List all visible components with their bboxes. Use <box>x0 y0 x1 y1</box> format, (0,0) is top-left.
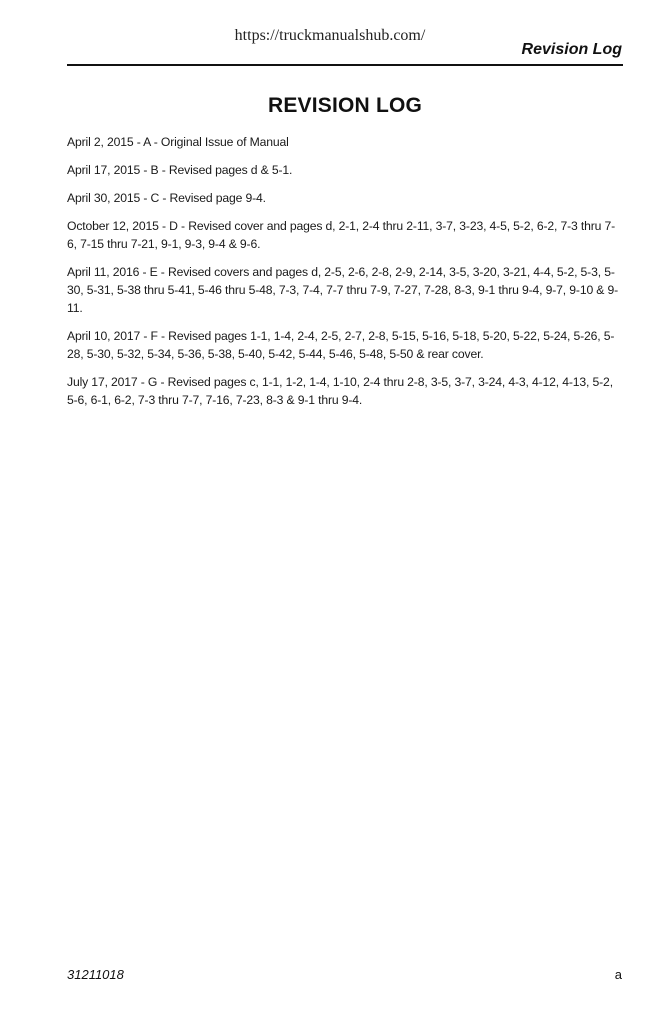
revision-entries <box>67 133 623 419</box>
page-title: REVISION LOG <box>267 94 423 117</box>
revision-entry-g: July 17, 2017 - G - Revised pages c, 1-1, 1-2, 1-4, 1-10, 2-4 thru 2-8, 3-5, 3-7, 3-24, 4-3, 4-12, 4-13, 5-2, 5-6, 6-1, 6-2, 7-3 thru 7-7, 7-16, 7-23, 8-3 & 9-1 thru 9-4. <box>67 375 613 407</box>
document-number: 31211018 <box>67 967 124 982</box>
revision-entry-e: April 11, 2016 - E - Revised covers and pages d, 2-5, 2-6, 2-8, 2-9, 2-14, 3-5, 3-20, 3-21, 4-4, 5-2, 5-3, 5-30, 5-31, 5-38 thru 5-41, 5-46 thru 5-48, 7-3, 7-4, 7-7 thru 7-9, 7-27, 7-28, 8-3, 9-1 thru 9-4, 9-7, 9-10 & 9-11. <box>67 265 619 315</box>
header-divider <box>67 64 623 66</box>
revision-entry-f: April 10, 2017 - F - Revised pages 1-1, 1-4, 2-4, 2-5, 2-7, 2-8, 5-15, 5-16, 5-18, 5-20, 5-22, 5-24, 5-26, 5-28, 5-30, 5-32, 5-34, 5-36, 5-38, 5-40, 5-42, 5-44, 5-46, 5-48, 5-50 & rear cover. <box>67 329 615 361</box>
revision-entry-b: April 17, 2015 - B - Revised pages d & 5-1. <box>67 163 293 177</box>
header-section-title: Revision Log <box>521 41 622 58</box>
watermark-url: https://truckmanualshub.com/ <box>234 27 426 44</box>
revision-entry-c: April 30, 2015 - C - Revised page 9-4. <box>67 191 266 205</box>
revision-entry-a: April 2, 2015 - A - Original Issue of Manual <box>67 135 289 149</box>
revision-entry-d: October 12, 2015 - D - Revised cover and pages d, 2-1, 2-4 thru 2-11, 3-7, 3-23, 4-5, 5-2, 6-2, 7-3 thru 7-6, 7-15 thru 7-21, 9-1, 9-3, 9-4 & 9-6. <box>67 219 616 251</box>
page-number: a <box>614 967 622 982</box>
